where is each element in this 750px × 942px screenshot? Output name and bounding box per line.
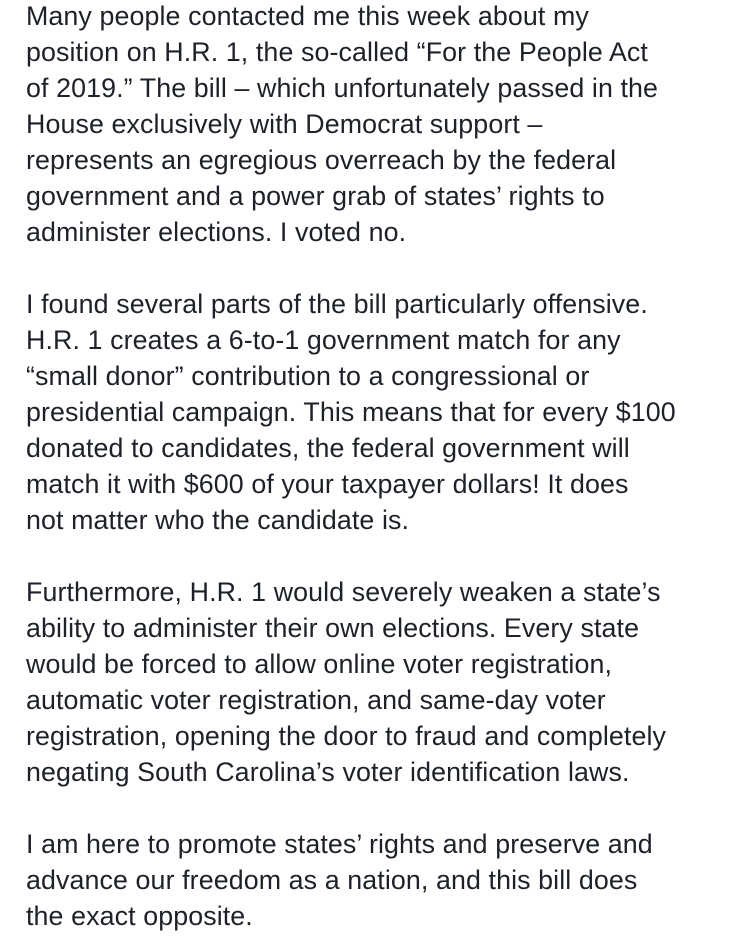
paragraph-line: Many people contacted me this week about my [26,1,589,31]
paragraph-line: donated to candidates, the federal government will [26,433,630,463]
paragraph-line: the exact opposite. [26,901,253,931]
paragraph-2 [26,286,738,538]
paragraph-3 [26,574,738,790]
paragraph-line: I found several parts of the bill particularly offensive. [26,289,648,319]
paragraph-line: automatic voter registration, and same-day voter [26,685,606,715]
paragraph-line: not matter who the candidate is. [26,505,410,535]
paragraph-line: House exclusively with Democrat support – [26,109,543,139]
paragraph-line: registration, opening the door to fraud and completely [26,721,666,751]
paragraph-4 [26,826,738,934]
paragraph-spacer [26,250,738,286]
paragraph-line: I am here to promote states’ rights and preserve and [26,829,653,859]
paragraph-line: presidential campaign. This means that for every $100 [26,397,676,427]
paragraph-line: advance our freedom as a nation, and this bill does [26,865,638,895]
paragraph-spacer [26,790,738,826]
paragraph-line: match it with $600 of your taxpayer dollars! It does [26,469,629,499]
paragraph-1 [26,0,738,250]
paragraph-line: of 2019.” The bill – which unfortunately passed in the [26,73,659,103]
paragraph-line: administer elections. I voted no. [26,217,407,247]
paragraph-line: Furthermore, H.R. 1 would severely weaken a state’s [26,577,661,607]
paragraph-line: H.R. 1 creates a 6-to-1 government match for any [26,325,621,355]
paragraph-line: “small donor” contribution to a congressional or [26,361,590,391]
paragraph-line: ability to administer their own elections. Every state [26,613,640,643]
paragraph-line: negating South Carolina’s voter identification laws. [26,757,630,787]
post-body [26,0,738,934]
paragraph-spacer [26,538,738,574]
paragraph-line: government and a power grab of states’ rights to [26,181,605,211]
paragraph-line: represents an egregious overreach by the federal [26,145,617,175]
paragraph-line: would be forced to allow online voter registration, [26,649,613,679]
paragraph-line: position on H.R. 1, the so-called “For the People Act [26,37,648,67]
